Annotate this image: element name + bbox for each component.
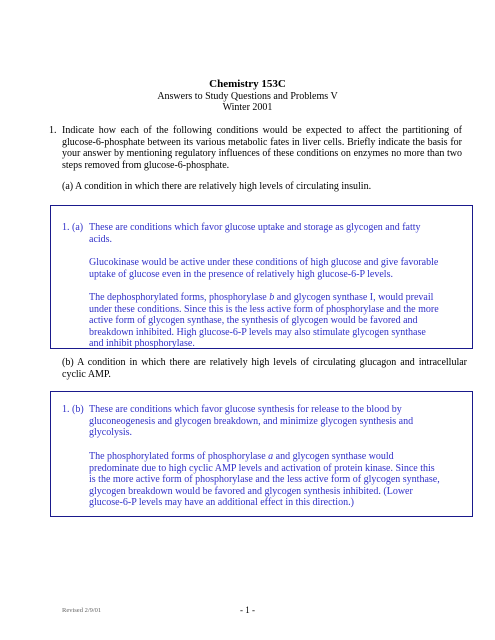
document-term: Winter 2001	[222, 102, 273, 113]
answer-b-paragraph-2	[89, 451, 441, 509]
question-number: 1.	[49, 125, 57, 136]
question-part-a: (a) A condition in which there are relatively high levels of circulating insulin.	[62, 181, 372, 192]
course-title: Chemistry 153C	[209, 78, 286, 90]
answer-a-paragraph-1: These are conditions which favor glucose uptake and storage as glycogen and fatty acids.	[89, 222, 421, 245]
answer-a-paragraph-2: Glucokinase would be active under these conditions of high glucose and give favorable uptake of glucose even in the presence of relatively high glucose-6-P levels.	[89, 257, 439, 280]
answer-box-a	[50, 205, 473, 349]
answer-b-p2-text-start: The phosphorylated forms of phosphorylase	[89, 451, 269, 462]
answer-b-p2-italic: a	[268, 451, 274, 462]
answer-b-p2-text-end: and glycogen synthase would predominate due to high cyclic AMP levels and activation of protein kinase. Since this is the more active form of phosphorylase and the less active form of glycogen synthase, glycogen breakdown would be favored and glycogen synthesis inhibited. (Lower glucose-6-P levels may have an additional effect in this direction.)	[89, 451, 440, 508]
document-subtitle: Answers to Study Questions and Problems V	[157, 91, 338, 102]
page-number: - 1 -	[240, 605, 255, 615]
answer-a-p3-text-end: and glycogen synthase I, would prevail under these conditions. Since this is the less active form of phosphorylase and the more active form of glycogen synthase, the synthesis of glycogen would be favored and breakdown inhibited. High glucose-6-P levels may also stimulate glycogen synthase and inhibit phosphorylase.	[89, 292, 439, 349]
answer-a-p3-text-start: The dephosphorylated forms, phosphorylase	[89, 292, 270, 303]
answer-a-paragraph-3	[89, 292, 441, 350]
question-part-b: (b) A condition in which there are relatively high levels of circulating glucagon and intracellular cyclic AMP.	[62, 357, 467, 380]
answer-label-b: 1. (b)	[62, 404, 84, 415]
question-text: Indicate how each of the following conditions would be expected to affect the partitioning of glucose-6-phosphate between its various metabolic fates in liver cells. Briefly indicate the basis for your answer by mentioning regulatory influences of these conditions on enzymes no more than two steps removed from glucose-6-phosphate.	[62, 125, 462, 171]
document-header	[0, 78, 495, 113]
answer-b-paragraph-1: These are conditions which favor glucose synthesis for release to the blood by gluconeogenesis and glycogen breakdown, and minimize glycogen synthesis and glycolysis.	[89, 404, 414, 438]
revised-date: Revised 2/9/01	[62, 607, 102, 614]
answer-label-a: 1. (a)	[62, 222, 84, 233]
question-1	[49, 125, 462, 171]
answer-a-p3-italic: b	[269, 292, 275, 303]
answer-box-b	[50, 391, 473, 517]
